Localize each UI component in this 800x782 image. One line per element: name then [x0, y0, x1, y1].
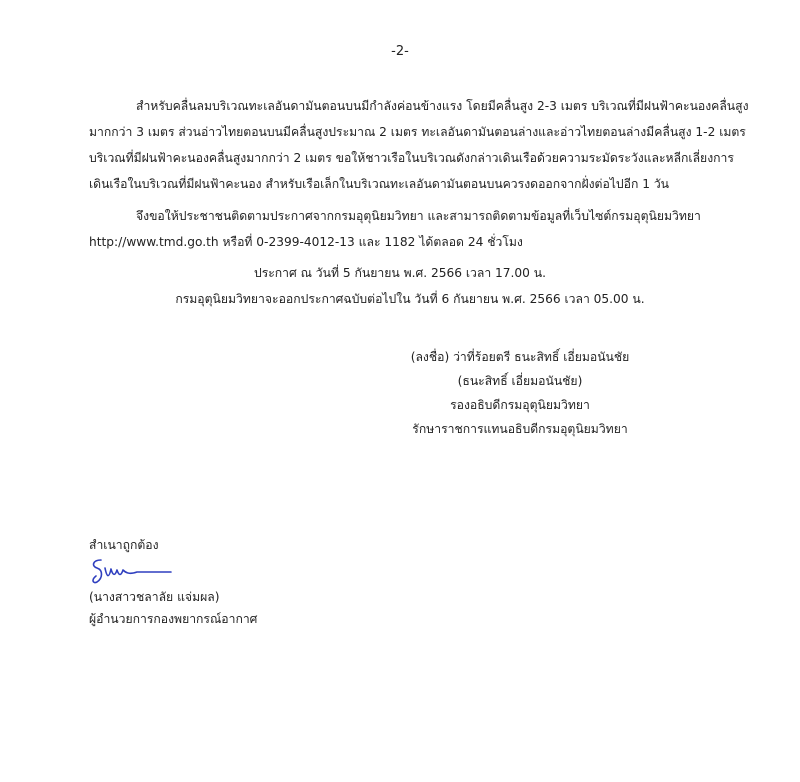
paragraph-line: http://www.tmd.go.th หรือที่ 0-2399-4012-13 และ 1182 ได้ตลอด 24 ชั่วโมง — [89, 235, 523, 249]
signer-name: (ธนะสิทธิ์ เอี่ยมอนันชัย) — [457, 374, 583, 388]
wave-warning-paragraph — [89, 93, 749, 197]
signature-block — [360, 345, 680, 441]
paragraph-line: สำหรับคลื่นลมบริเวณทะเลอันดามันตอนบนมีกำลังค่อนข้างแรง โดยมีคลื่นสูง 2-3 เมตร บริเวณที่มีฝนฟ้าคะนองคลื่นสูง — [136, 99, 749, 113]
signed-line: (ลงชื่อ) ว่าที่ร้อยตรี ธนะสิทธิ์ เอี่ยมอนันชัย — [410, 350, 630, 364]
paragraph-line: เดินเรือในบริเวณที่มีฝนฟ้าคะนอง สำหรับเรือเล็กในบริเวณทะเลอันดามันตอนบนควรงดออกจากฝั่งต่อไปอีก 1 วัน — [89, 177, 670, 191]
signer-position: รองอธิบดีกรมอุตุนิยมวิทยา — [450, 398, 590, 412]
page-number: -2- — [391, 44, 409, 59]
handwritten-signature-icon — [87, 556, 177, 586]
certifier-name: (นางสาวชลาลัย แจ่มผล) — [89, 590, 220, 604]
certified-copy-block — [89, 534, 257, 630]
certified-copy-label: สำเนาถูกต้อง — [89, 538, 159, 552]
follow-announcement-paragraph — [89, 203, 725, 255]
issued-date-line: ประกาศ ณ วันที่ 5 กันยายน พ.ศ. 2566 เวลา 17.00 น. — [253, 266, 547, 280]
paragraph-line: บริเวณที่มีฝนฟ้าคะนองคลื่นสูงมากกว่า 2 เมตร ขอให้ชาวเรือในบริเวณดังกล่าวเดินเรือด้วยความระมัดระวังและหลีกเลี่ยงการ — [89, 151, 734, 165]
signer-acting-position: รักษาราชการแทนอธิบดีกรมอุตุนิยมวิทยา — [412, 422, 628, 436]
paragraph-line: จึงขอให้ประชาชนติดตามประกาศจากกรมอุตุนิยมวิทยา และสามารถติดตามข้อมูลที่เว็บไซต์กรมอุตุนิยมวิทยา — [136, 209, 701, 223]
next-issue-line: กรมอุตุนิยมวิทยาจะออกประกาศฉบับต่อไปใน วันที่ 6 กันยายน พ.ศ. 2566 เวลา 05.00 น. — [175, 292, 645, 306]
paragraph-line: มากกว่า 3 เมตร ส่วนอ่าวไทยตอนบนมีคลื่นสูงประมาณ 2 เมตร ทะเลอันดามันตอนล่างและอ่าวไทยตอนล่างมีคลื่นสูง 1-2 เมตร — [89, 125, 746, 139]
certifier-position: ผู้อำนวยการกองพยากรณ์อากาศ — [89, 612, 258, 626]
